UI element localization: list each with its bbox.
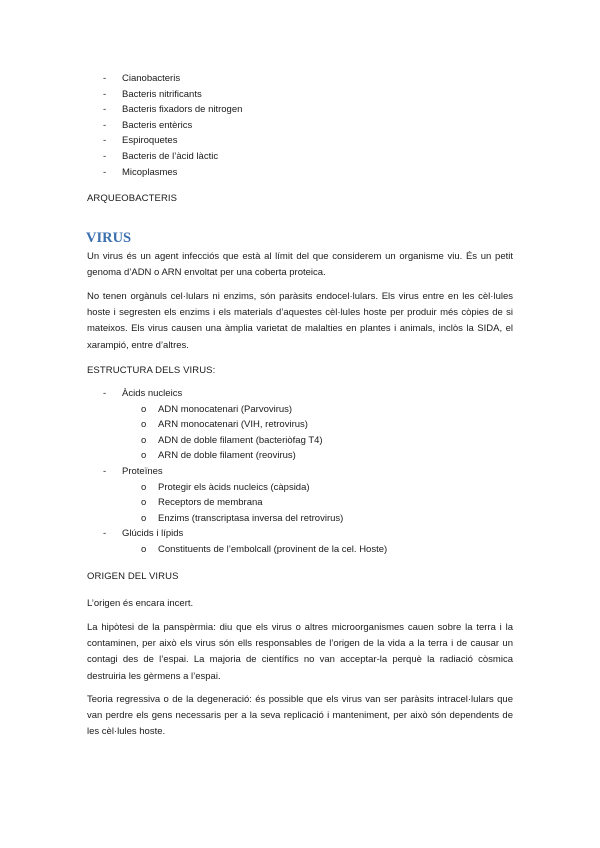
origin-intro-paragraph: L’origen és encara incert.: [87, 598, 194, 609]
list-item-text: Bacteris de l’àcid làctic: [122, 150, 219, 162]
list-marker: -: [103, 88, 107, 100]
list-marker: -: [103, 150, 107, 162]
list-marker: -: [103, 465, 107, 477]
list-item-text: Bacteris entèrics: [122, 119, 193, 131]
sub-list-item-text: Constituents de l’embolcall (provinent de la cel. Hoste): [158, 543, 388, 555]
sub-list-marker: o: [141, 512, 147, 524]
sub-list-item-text: Receptors de membrana: [158, 497, 263, 509]
sub-list-item-text: ADN monocatenari (Parvovirus): [158, 403, 293, 415]
list-marker: -: [103, 73, 107, 84]
sub-list-marker: o: [141, 450, 147, 462]
list-item-text: Micoplasmes: [122, 166, 178, 178]
list-marker: -: [103, 135, 107, 147]
list-marker: -: [103, 166, 107, 178]
sub-list-item-text: ADN de doble filament (bacteriòfag T4): [158, 434, 323, 446]
list-item-text: Espiroquetes: [122, 135, 178, 147]
list-item-text: Bacteris fixadors de nitrogen: [122, 104, 243, 116]
arqueobacteris-heading: ARQUEOBACTERIS: [87, 193, 178, 204]
sub-list-marker: o: [141, 419, 147, 431]
list-marker: -: [103, 104, 107, 116]
sub-list-marker: o: [141, 403, 147, 415]
regressive-theory-paragraph: Teoria regressiva o de la degeneració: és possible que els virus van ser paràsits intracel·lulars que van perdre els gens necessaris per a la seva replicació i manteniment, per això són dependents de les cèl·lules hoste.: [87, 694, 513, 738]
sub-list-marker: o: [141, 497, 147, 509]
virus-title: VIRUS: [86, 230, 132, 246]
structure-category: Glúcids i lípids: [122, 528, 184, 540]
sub-list-item-text: ARN de doble filament (reovirus): [158, 450, 296, 462]
sub-list-item-text: Enzims (transcriptasa inversa del retrovirus): [158, 512, 344, 524]
list-marker: -: [103, 528, 107, 540]
sub-list-marker: o: [141, 543, 147, 555]
list-marker: -: [103, 388, 107, 399]
list-item-text: Bacteris nitrificants: [122, 88, 202, 100]
list-item-text: Cianobacteris: [122, 73, 181, 84]
structure-category: Proteïnes: [122, 465, 163, 477]
sub-list-item-text: Protegir els àcids nucleics (càpsida): [158, 481, 310, 493]
list-marker: -: [103, 119, 107, 131]
sub-list-marker: o: [141, 434, 147, 446]
origin-heading: ORIGEN DEL VIRUS: [87, 571, 179, 582]
structure-category: Àcids nucleics: [122, 388, 183, 399]
panspermia-paragraph: La hipòtesi de la panspèrmia: diu que els virus o altres microorganismes cauen sobre la terra i la contaminen, per això els virus són ells responsables de l’origen de la vida a la terra i de causar un contagi des de l’espai. La majoria de científics no van acceptar-la perquè la radiació còsmica destruiria les gèrmens a l’espai.: [87, 622, 513, 682]
virus-description-paragraph: No tenen orgànuls cel·lulars ni enzims, són paràsits endocel·lulars. Els virus entre en les cèl·lules hoste i segresten els enzims i els materials d’aquestes cèl·lules hoste per produir més còpies de si mateixos. Els virus causen una àmplia varietat de malalties en plantes i animals, inclòs la SIDA, el xarampió, entre d’altres.: [87, 291, 513, 351]
structure-heading: ESTRUCTURA DELS VIRUS:: [87, 365, 216, 376]
sub-list-marker: o: [141, 481, 147, 493]
sub-list-item-text: ARN monocatenari (VIH, retrovirus): [158, 419, 308, 431]
virus-intro-paragraph: Un virus és un agent infecciós que està al límit del que considerem un organisme viu. És un petit genoma d’ADN o ARN envoltat per una coberta proteica.: [87, 251, 513, 279]
